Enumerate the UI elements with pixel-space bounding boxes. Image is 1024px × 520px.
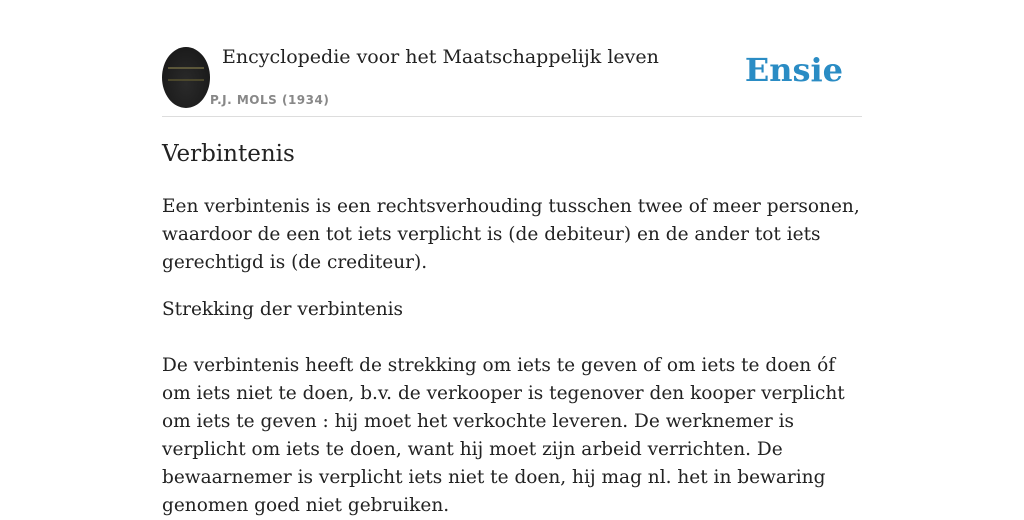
article-paragraph-1: Een verbintenis is een rechtsverhouding tusschen twee of meer personen, waardoor de een tot iets verplicht is (de debiteur) en de ander tot iets gerechtigd is (de crediteur). xyxy=(162,196,860,273)
article-paragraph-2: De verbintenis heeft de strekking om iets te geven of om iets te doen óf om iets niet te doen, b.v. de verkooper is tegenover den kooper verplicht om iets te geven : hij moet het verkochte leveren. De werknemer is verplicht om iets te doen, want hij moet zijn arbeid verrichten. De bewaarnemer is verplicht iets niet te doen, hij mag nl. het in bewaring genomen goed niet gebruiken. xyxy=(162,355,845,516)
page-title: Verbintenis xyxy=(162,141,295,167)
book-title[interactable]: Encyclopedie voor het Maatschappelijk leven xyxy=(222,46,659,68)
book-cover-image[interactable] xyxy=(162,47,210,108)
article-subheading: Strekking der verbintenis xyxy=(162,299,404,320)
brand-logo[interactable]: Ensie xyxy=(744,51,843,89)
cover-title-lines xyxy=(168,67,204,81)
book-header xyxy=(162,46,862,117)
book-author: P.J. MOLS (1934) xyxy=(210,93,330,107)
article xyxy=(162,136,862,520)
